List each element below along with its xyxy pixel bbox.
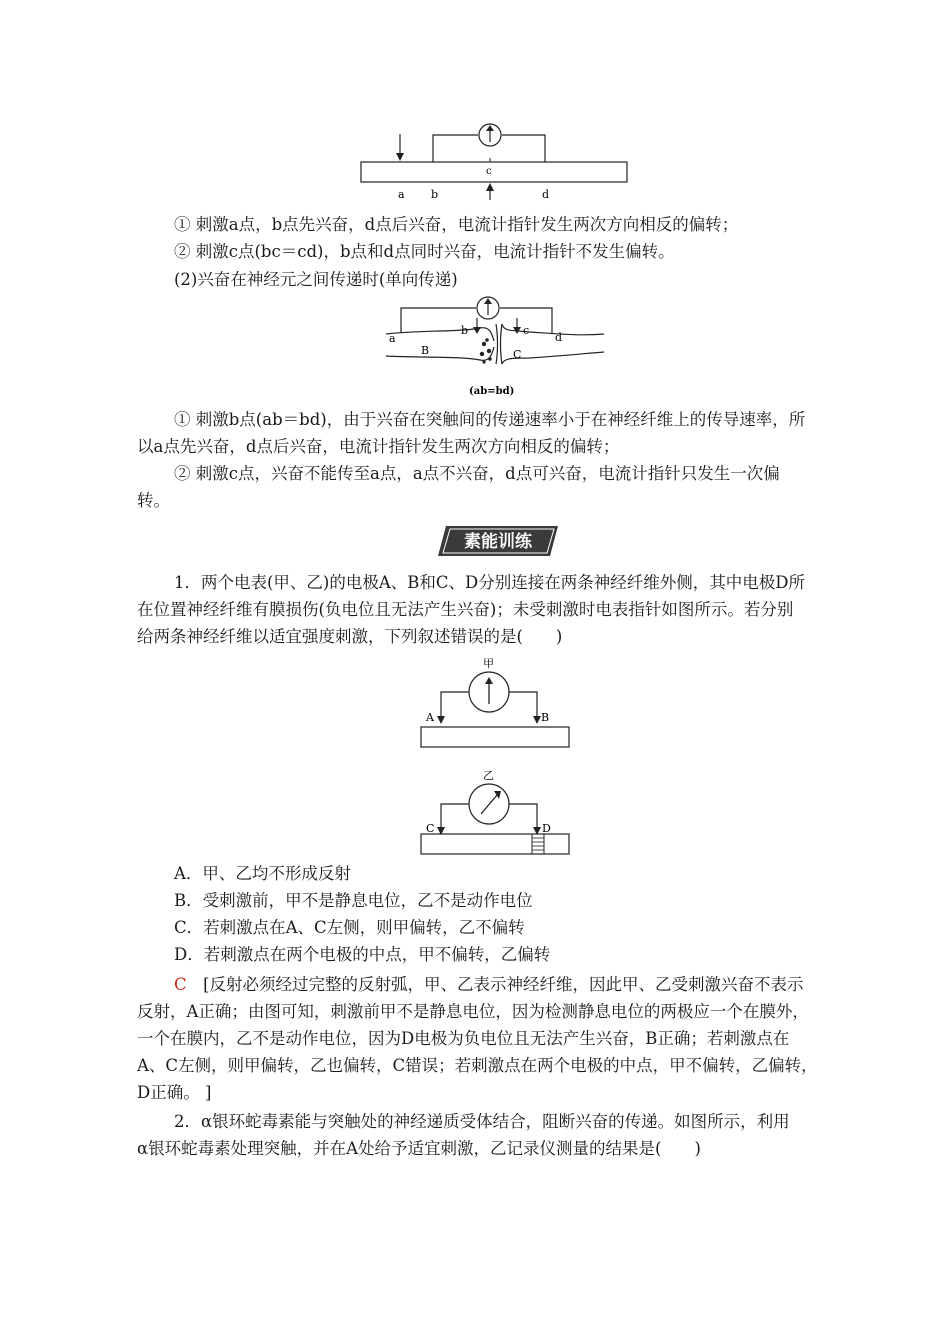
section2-item2-line2: 转。 [137, 491, 170, 510]
nerve-fiber [361, 162, 627, 182]
q1-line3: 给两条神经纤维以适宜强度刺激，下列叙述错误的是( ) [137, 627, 563, 646]
q1-explanation-line4: A、C左侧，则甲偏转，乙也偏转，C错误；若刺激点在两个电极的中点，甲不偏转，乙偏转， [137, 1056, 818, 1075]
q1-option-c: C．若刺激点在A、C左侧，则甲偏转，乙不偏转 [174, 918, 525, 937]
figure-synapse-transmission [380, 296, 610, 402]
q1-explanation-text1: [反射必须经过完整的反射弧，甲、乙表示神经纤维，因此甲、乙受刺激兴奋不表示 [203, 975, 804, 994]
label-c: c [486, 166, 492, 177]
section2-item1-line1: ① 刺激b点(ab＝bd)，由于兴奋在突触间的传递速率小于在神经纤维上的传导速率，所 [174, 410, 806, 429]
fiber-1 [421, 727, 569, 747]
figure-two-meters [415, 654, 575, 859]
q1-option-b: B．受刺激前，甲不是静息电位，乙不是动作电位 [174, 891, 533, 910]
label-b: b [431, 188, 439, 201]
section1-heading2: (2)兴奋在神经元之间传递时(单向传递) [174, 270, 458, 289]
figure-caption: (ab=bd) [469, 386, 515, 397]
q2-line2: α银环蛇毒素处理突触，并在A处给予适宜刺激，乙记录仪测量的结果是( ) [137, 1139, 701, 1158]
section-banner [436, 524, 560, 558]
label-B: B [421, 344, 430, 357]
fiber-2 [421, 834, 569, 854]
label-b: b [461, 324, 469, 337]
section1-item2: ② 刺激c点(bc＝cd)，b点和d点同时兴奋，电流计指针不发生偏转。 [174, 242, 675, 261]
label-a: a [389, 332, 396, 345]
q1-explanation-line3: 一个在膜内，乙不是动作电位，因为D电极为负电位且无法产生兴奋，B正确；若刺激点在 [137, 1029, 790, 1048]
q1-explanation-line1 [174, 973, 804, 997]
label-C: C [426, 822, 435, 835]
q1-explanation-line5: D正确。 ] [137, 1083, 212, 1102]
section1-item1: ① 刺激a点，b点先兴奋，d点后兴奋，电流计指针发生两次方向相反的偏转； [174, 215, 739, 234]
label-d: d [542, 188, 550, 201]
section2-item1-line2: 以a点先兴奋，d点后兴奋，电流计指针发生两次方向相反的偏转； [137, 437, 620, 456]
q1-option-a: A．甲、乙均不形成反射 [174, 864, 351, 883]
label-a: a [398, 188, 405, 201]
label-D: D [542, 822, 551, 835]
q1-explanation-line2: 反射，A正确；由图可知，刺激前甲不是静息电位，因为检测静息电位的两极应一个在膜外， [137, 1002, 809, 1021]
label-d: d [555, 331, 563, 344]
q1-option-d: D．若刺激点在两个电极的中点，甲不偏转，乙偏转 [174, 945, 551, 964]
meter1-label: 甲 [483, 657, 494, 670]
q1-line1: 1．两个电表(甲、乙)的电极A、B和C、D分别连接在两条神经纤维外侧，其中电极D所 [174, 573, 805, 592]
q2-line1: 2．α银环蛇毒素能与突触处的神经递质受体结合，阻断兴奋的传递。如图所示，利用 [174, 1112, 790, 1131]
label-c: c [523, 324, 530, 337]
damage-zone [532, 834, 544, 854]
q1-answer: C [174, 975, 187, 994]
figure-nerve-fiber-conduction [355, 122, 635, 202]
banner-text: 素能训练 [464, 532, 532, 552]
label-A: A [426, 711, 434, 724]
meter2-label: 乙 [483, 769, 494, 782]
section2-item2-line1: ② 刺激c点，兴奋不能传至a点，a点不兴奋，d点可兴奋，电流计指针只发生一次偏 [174, 464, 780, 483]
label-C: C [513, 348, 522, 361]
q1-line2: 在位置神经纤维有膜损伤(负电位且无法产生兴奋)；未受刺激时电表指针如图所示。若分别 [137, 600, 794, 619]
label-B: B [541, 711, 550, 724]
